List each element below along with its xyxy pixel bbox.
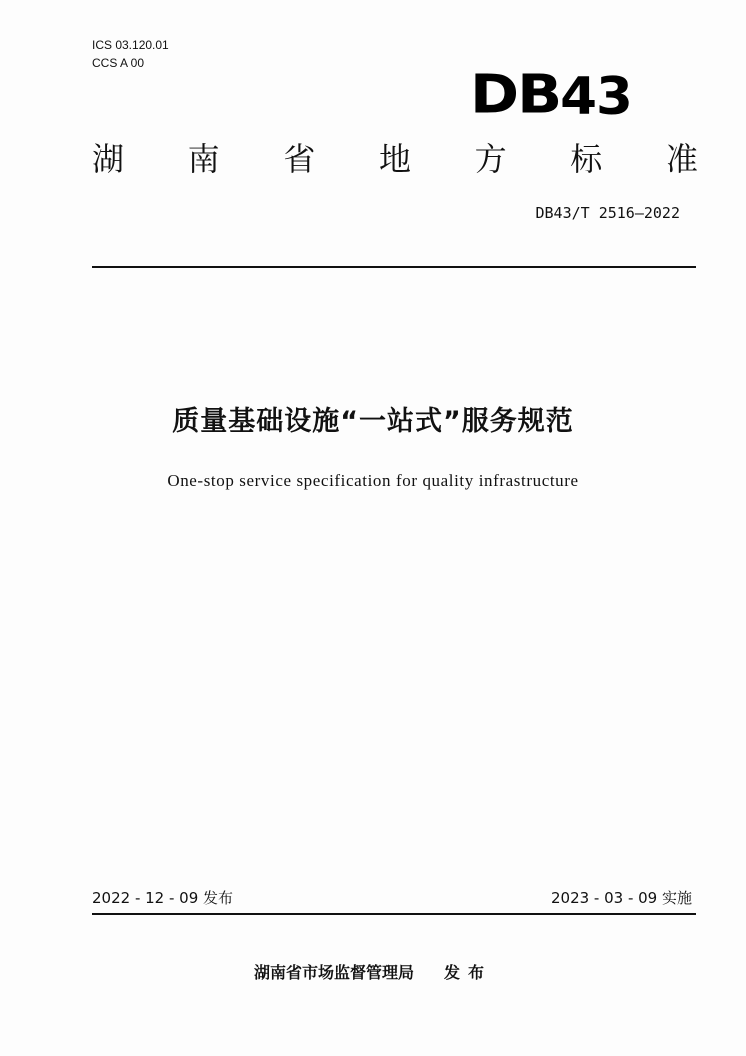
classification-codes	[92, 36, 169, 72]
publish-word: 发布	[444, 963, 493, 982]
category-char: 标	[570, 140, 603, 178]
document-title-chinese: 质量基础设施“一站式”服务规范	[172, 406, 574, 437]
publisher-line	[0, 960, 746, 986]
logo-prefix: DB	[470, 62, 561, 126]
db43-logo	[470, 62, 643, 126]
publisher-name: 湖南省市场监督管理局	[253, 963, 414, 982]
logo-number: 43	[560, 67, 632, 127]
top-divider	[92, 266, 696, 268]
bottom-divider	[92, 913, 696, 915]
standard-category-title	[92, 134, 698, 184]
category-char: 准	[665, 140, 698, 178]
ccs-code: CCS A 00	[92, 56, 145, 70]
category-char: 省	[283, 140, 316, 178]
category-char: 湖	[92, 140, 125, 178]
document-title-english: One-stop service specification for quality infrastructure	[167, 471, 579, 490]
implementation-date: 2023 - 03 - 09 实施	[550, 889, 692, 907]
standard-number: DB43/T 2516—2022	[535, 204, 680, 222]
category-char: 地	[378, 140, 411, 178]
category-char: 方	[474, 140, 507, 178]
issue-date: 2022 - 12 - 09 发布	[92, 889, 234, 907]
category-char: 南	[187, 140, 220, 178]
ics-code: ICS 03.120.01	[92, 38, 169, 52]
